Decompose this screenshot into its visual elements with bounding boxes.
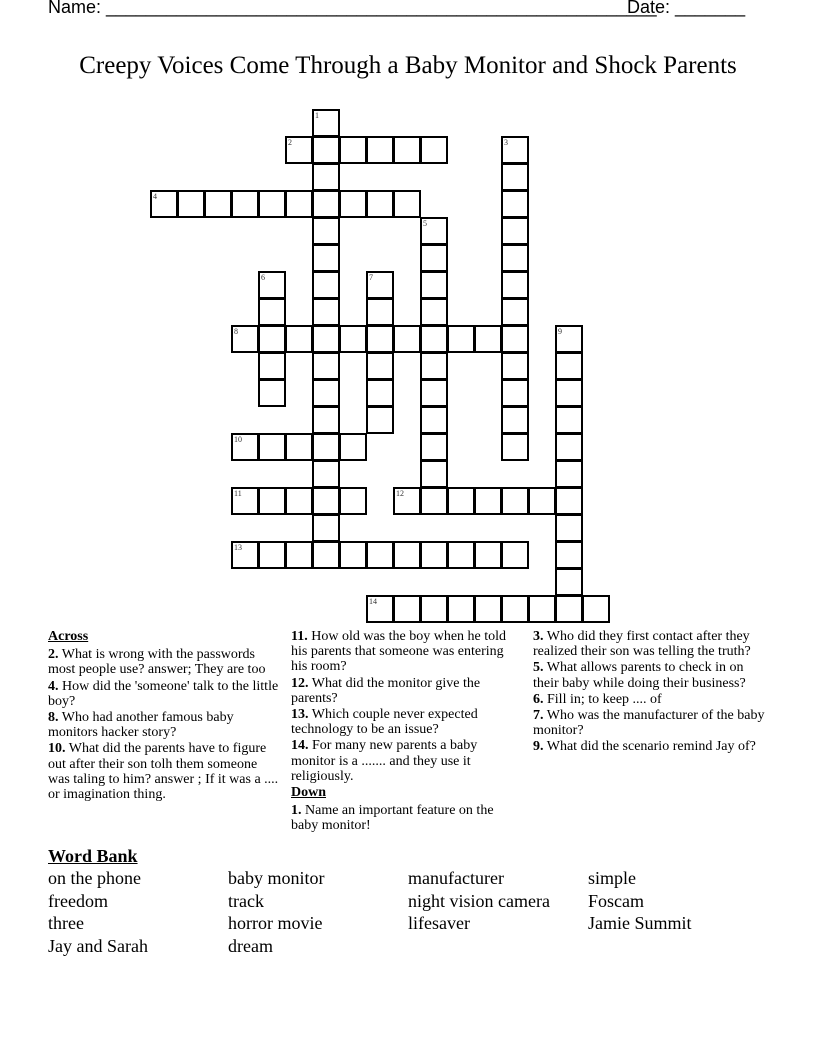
crossword-cell[interactable] xyxy=(258,541,286,569)
crossword-cell[interactable] xyxy=(366,595,394,623)
crossword-cell[interactable] xyxy=(366,298,394,326)
clue-number: 6 xyxy=(261,273,265,282)
crossword-cell[interactable] xyxy=(258,379,286,407)
crossword-cell[interactable] xyxy=(501,595,529,623)
name-field[interactable]: Name: _______________________________________________________ xyxy=(48,0,657,17)
crossword-cell[interactable] xyxy=(258,487,286,515)
crossword-cell[interactable] xyxy=(501,352,529,380)
crossword-cell[interactable] xyxy=(582,595,610,623)
crossword-cell[interactable] xyxy=(150,190,178,218)
crossword-cell[interactable] xyxy=(231,190,259,218)
clue-number: 7 xyxy=(369,273,373,282)
crossword-cell[interactable] xyxy=(528,487,556,515)
crossword-cell[interactable] xyxy=(258,271,286,299)
crossword-cell[interactable] xyxy=(285,487,313,515)
clue-number: 12 xyxy=(396,489,404,498)
word-bank-item: Jay and Sarah xyxy=(48,935,148,956)
crossword-cell[interactable] xyxy=(393,325,421,353)
clue-number: 9 xyxy=(558,327,562,336)
crossword-cell[interactable] xyxy=(339,190,367,218)
crossword-cell[interactable] xyxy=(393,190,421,218)
crossword-cell[interactable] xyxy=(555,487,583,515)
clue-across-8: 8. Who had another famous baby monitors hacker story? xyxy=(48,710,234,741)
crossword-cell[interactable] xyxy=(501,217,529,245)
crossword-cell[interactable] xyxy=(393,136,421,164)
word-bank-item: simple xyxy=(588,868,636,888)
crossword-cell[interactable] xyxy=(420,595,448,623)
crossword-cell[interactable] xyxy=(312,460,340,488)
crossword-cell[interactable] xyxy=(366,541,394,569)
clues-column-2 xyxy=(291,629,513,835)
crossword-cell[interactable] xyxy=(420,271,448,299)
crossword-cell[interactable] xyxy=(420,487,448,515)
crossword-cell[interactable] xyxy=(312,487,340,515)
crossword-cell[interactable] xyxy=(555,514,583,542)
crossword-cell[interactable] xyxy=(420,460,448,488)
crossword-cell[interactable] xyxy=(555,433,583,461)
word-bank-item: manufacturer xyxy=(408,868,504,888)
crossword-cell[interactable] xyxy=(474,325,502,353)
crossword-cell[interactable] xyxy=(447,595,475,623)
clue-number: 4 xyxy=(153,192,157,201)
crossword-cell[interactable] xyxy=(501,433,529,461)
clue-across-13: 13. Which couple never expected technology to be an issue? xyxy=(291,707,478,738)
crossword-cell[interactable] xyxy=(366,190,394,218)
clue-number: 14 xyxy=(369,597,377,606)
crossword-cell[interactable] xyxy=(285,541,313,569)
crossword-cell[interactable] xyxy=(555,352,583,380)
crossword-cell[interactable] xyxy=(420,379,448,407)
word-bank-item: three xyxy=(48,913,84,933)
crossword-cell[interactable] xyxy=(474,487,502,515)
crossword-cell[interactable] xyxy=(231,433,259,461)
crossword-cell[interactable] xyxy=(312,325,340,353)
crossword-cell[interactable] xyxy=(393,541,421,569)
crossword-cell[interactable] xyxy=(555,460,583,488)
crossword-cell[interactable] xyxy=(285,325,313,353)
crossword-cell[interactable] xyxy=(420,541,448,569)
crossword-cell[interactable] xyxy=(285,190,313,218)
crossword-cell[interactable] xyxy=(312,271,340,299)
crossword-cell[interactable] xyxy=(231,487,259,515)
crossword-cell[interactable] xyxy=(501,406,529,434)
crossword-cell[interactable] xyxy=(312,190,340,218)
clue-number: 3 xyxy=(504,138,508,147)
date-field[interactable]: Date: _______ xyxy=(627,0,746,17)
word-bank-item: track xyxy=(228,890,264,911)
crossword-cell[interactable] xyxy=(420,244,448,272)
crossword-cell[interactable] xyxy=(312,379,340,407)
word-bank-item: dream xyxy=(228,935,273,956)
across-heading: Across xyxy=(48,629,89,644)
word-bank-item: Foscam xyxy=(588,890,644,911)
crossword-cell[interactable] xyxy=(447,487,475,515)
word-bank-title: Word Bank xyxy=(48,846,138,866)
crossword-cell[interactable] xyxy=(312,217,340,245)
crossword-cell[interactable] xyxy=(555,595,583,623)
down-heading: Down xyxy=(291,785,327,801)
clues-column-3 xyxy=(533,629,765,756)
crossword-cell[interactable] xyxy=(258,298,286,326)
clues-column-1 xyxy=(48,629,280,803)
crossword-cell[interactable] xyxy=(285,136,313,164)
clue-number: 11 xyxy=(234,489,242,498)
crossword-cell[interactable] xyxy=(393,595,421,623)
crossword-cell[interactable] xyxy=(420,217,448,245)
crossword-cell[interactable] xyxy=(312,163,340,191)
crossword-cell[interactable] xyxy=(366,325,394,353)
crossword-cell[interactable] xyxy=(474,541,502,569)
crossword-cell[interactable] xyxy=(501,163,529,191)
crossword-cell[interactable] xyxy=(555,541,583,569)
crossword-cell[interactable] xyxy=(555,406,583,434)
crossword-cell[interactable] xyxy=(501,379,529,407)
crossword-cell[interactable] xyxy=(339,433,367,461)
clue-number: 5 xyxy=(423,219,427,228)
word-bank-item: Jamie Summit xyxy=(588,913,692,933)
crossword-cell[interactable] xyxy=(231,325,259,353)
clue-number: 1 xyxy=(315,111,319,120)
word-bank-item: night vision camera xyxy=(408,890,550,911)
crossword-cell[interactable] xyxy=(366,406,394,434)
crossword-cell[interactable] xyxy=(366,136,394,164)
crossword-cell[interactable] xyxy=(312,514,340,542)
crossword-cell[interactable] xyxy=(258,352,286,380)
crossword-cell[interactable] xyxy=(312,406,340,434)
clue-across-2: 2. What is wrong with the passwords most people use? answer; They are too xyxy=(48,647,266,678)
word-bank-item: horror movie xyxy=(228,913,323,933)
crossword-cell[interactable] xyxy=(420,325,448,353)
clue-down-6: 6. Fill in; to keep .... of xyxy=(533,691,662,707)
clue-number: 10 xyxy=(234,435,242,444)
crossword-cell[interactable] xyxy=(312,352,340,380)
crossword-cell[interactable] xyxy=(339,541,367,569)
crossword-cell[interactable] xyxy=(339,487,367,515)
clue-number: 13 xyxy=(234,543,242,552)
clue-across-12: 12. What did the monitor give the parents? xyxy=(291,675,481,706)
crossword-cell[interactable] xyxy=(447,541,475,569)
crossword-cell[interactable] xyxy=(312,136,340,164)
clue-across-10: 10. What did the parents have to figure out after their son tolh them someone was taling to him? answer ; If it was a .... or imagination thing. xyxy=(48,741,279,803)
crossword-cell[interactable] xyxy=(501,298,529,326)
clue-down-9: 9. What did the scenario remind Jay of? xyxy=(533,739,756,755)
crossword-cell[interactable] xyxy=(339,136,367,164)
word-bank-item: baby monitor xyxy=(228,868,325,888)
clue-down-3: 3. Who did they first contact after they realized their son was telling the truth? xyxy=(533,629,751,660)
crossword-cell[interactable] xyxy=(285,433,313,461)
crossword-cell[interactable] xyxy=(393,487,421,515)
crossword-cell[interactable] xyxy=(501,271,529,299)
crossword-cell[interactable] xyxy=(312,109,340,137)
crossword-cell[interactable] xyxy=(555,379,583,407)
crossword-cell[interactable] xyxy=(339,325,367,353)
word-bank-item: freedom xyxy=(48,890,108,911)
crossword-cell[interactable] xyxy=(312,541,340,569)
clue-across-11: 11. How old was the boy when he told his parents that someone was entering his room? xyxy=(291,629,507,675)
clue-across-14: 14. For many new parents a baby monitor is a ....... and they use it religiously. xyxy=(291,738,478,784)
crossword-cell[interactable] xyxy=(366,271,394,299)
crossword-cell[interactable] xyxy=(555,325,583,353)
crossword-cell[interactable] xyxy=(258,433,286,461)
crossword-cell[interactable] xyxy=(420,352,448,380)
crossword-cell[interactable] xyxy=(312,298,340,326)
crossword-cell[interactable] xyxy=(501,190,529,218)
crossword-cell[interactable] xyxy=(204,190,232,218)
crossword-cell[interactable] xyxy=(528,595,556,623)
crossword-cell[interactable] xyxy=(447,325,475,353)
clue-down-1: 1. Name an important feature on the baby monitor! xyxy=(291,803,494,834)
word-bank-item: on the phone xyxy=(48,868,141,888)
crossword-cell[interactable] xyxy=(420,136,448,164)
crossword-cell[interactable] xyxy=(177,190,205,218)
clue-number: 8 xyxy=(234,327,238,336)
crossword-cell[interactable] xyxy=(366,379,394,407)
crossword-cell[interactable] xyxy=(366,352,394,380)
clue-down-5: 5. What allows parents to check in on their baby while doing their business? xyxy=(533,660,746,691)
crossword-cell[interactable] xyxy=(420,433,448,461)
word-bank-item: lifesaver xyxy=(408,913,470,933)
crossword-cell[interactable] xyxy=(312,244,340,272)
crossword-cell[interactable] xyxy=(231,541,259,569)
crossword-cell[interactable] xyxy=(420,298,448,326)
crossword-cell[interactable] xyxy=(501,136,529,164)
crossword-cell[interactable] xyxy=(501,325,529,353)
page-title: Creepy Voices Come Through a Baby Monitor and Shock Parents xyxy=(79,52,737,79)
crossword-cell[interactable] xyxy=(312,433,340,461)
crossword-cell[interactable] xyxy=(258,325,286,353)
crossword-cell[interactable] xyxy=(258,190,286,218)
crossword-cell[interactable] xyxy=(501,541,529,569)
crossword-cell[interactable] xyxy=(474,595,502,623)
crossword-cell[interactable] xyxy=(555,568,583,596)
clue-number: 2 xyxy=(288,138,292,147)
crossword-cell[interactable] xyxy=(501,244,529,272)
clue-down-7: 7. Who was the manufacturer of the baby monitor? xyxy=(533,708,765,739)
crossword-cell[interactable] xyxy=(501,487,529,515)
crossword-cell[interactable] xyxy=(420,406,448,434)
clue-across-4: 4. How did the 'someone' talk to the little boy? xyxy=(48,678,279,709)
